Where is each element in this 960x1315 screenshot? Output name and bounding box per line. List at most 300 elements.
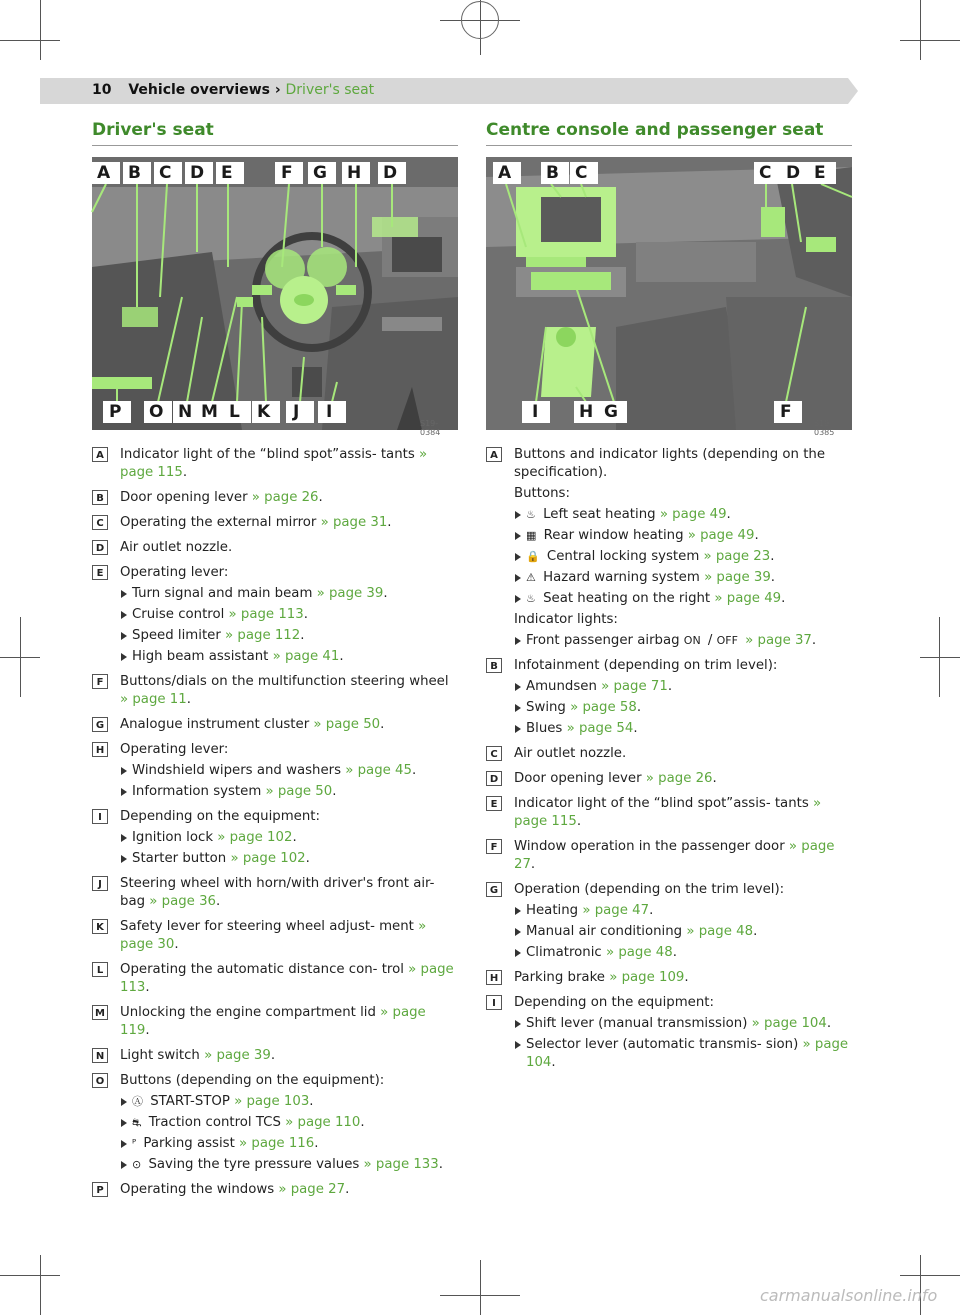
callout-G: G xyxy=(604,402,618,422)
legend-description xyxy=(120,514,458,532)
page-reference-link[interactable]: » page 26 xyxy=(251,490,319,505)
sub-item xyxy=(514,902,852,920)
symbol-icon: ON xyxy=(683,634,701,647)
sub-list xyxy=(120,585,458,666)
right-section-title: Centre console and passenger seat xyxy=(486,120,824,140)
sub-list xyxy=(514,632,852,650)
text: . xyxy=(300,628,305,643)
symbol-icon: 🔒 xyxy=(526,550,540,563)
legend-description xyxy=(514,994,852,1012)
page-reference-link[interactable]: » page 104 xyxy=(526,1037,849,1070)
text: Air outlet nozzle. xyxy=(514,746,627,761)
sub-item xyxy=(514,923,852,941)
page-reference-link[interactable]: » page 133 xyxy=(363,1157,439,1172)
sub-item xyxy=(514,1015,852,1033)
text: . xyxy=(712,771,717,786)
sub-item xyxy=(120,585,458,603)
legend-description xyxy=(120,808,458,826)
sub-item xyxy=(120,850,458,868)
page-reference-link[interactable]: » page 27 xyxy=(278,1182,346,1197)
sub-item xyxy=(514,678,852,696)
text: Central locking system xyxy=(542,549,704,564)
page-reference-link[interactable]: » page 41 xyxy=(272,649,340,664)
callout-D2: D xyxy=(383,163,397,183)
page-reference-link[interactable]: » page 112 xyxy=(225,628,301,643)
sub-item xyxy=(120,783,458,801)
callout-O: O xyxy=(149,402,163,422)
legend-key: M xyxy=(92,1005,108,1020)
legend-key: F xyxy=(92,674,108,689)
left-title-rule xyxy=(92,145,458,146)
text: Indicator light of the “blind spot”assis- tants xyxy=(120,447,419,462)
text: Infotainment (depending on trim level): xyxy=(514,658,778,673)
page-reference-link[interactable]: » page 39 xyxy=(316,586,384,601)
text: Door opening lever xyxy=(514,771,646,786)
symbol-icon: ⊙ xyxy=(132,1158,142,1171)
sub-item xyxy=(120,762,458,780)
page-reference-link[interactable]: » page 58 xyxy=(570,700,637,715)
text: High beam assistant xyxy=(132,649,273,664)
sub-list xyxy=(120,829,458,868)
text: . xyxy=(684,970,689,985)
sub-item xyxy=(514,1036,852,1072)
text: Door opening lever xyxy=(120,490,252,505)
callout-I: I xyxy=(532,402,538,422)
page-reference-link[interactable]: » page 116 xyxy=(239,1136,315,1151)
legend-key: J xyxy=(92,876,108,891)
legend-description xyxy=(120,875,458,911)
page-reference-link[interactable]: » page 23 xyxy=(703,549,771,564)
text: . xyxy=(383,586,388,601)
text: . xyxy=(380,717,385,732)
figure-code: S19-0384 xyxy=(420,419,441,437)
sub-item xyxy=(120,648,458,666)
sub-item xyxy=(514,590,852,608)
callout-M: M xyxy=(201,402,218,422)
page-reference-link[interactable]: » page 30 xyxy=(120,919,427,952)
legend-description xyxy=(120,489,458,507)
callout-D: D xyxy=(786,163,800,183)
page-reference-link[interactable]: » page 102 xyxy=(230,851,306,866)
legend-item-F xyxy=(486,838,852,874)
legend-item-E xyxy=(486,795,852,831)
legend-description xyxy=(514,770,852,788)
legend-description xyxy=(514,745,852,763)
legend-item-C xyxy=(486,745,852,763)
sub-list xyxy=(514,678,852,738)
text: Saving the tyre pressure values xyxy=(144,1157,364,1172)
legend-item-I xyxy=(486,994,852,1072)
legend-description xyxy=(120,673,458,709)
callout-E: E xyxy=(814,163,826,183)
text: . xyxy=(345,1182,350,1197)
page-reference-link[interactable]: » page 119 xyxy=(120,1005,426,1038)
text: . xyxy=(753,924,758,939)
legend-description xyxy=(120,539,458,557)
text: . xyxy=(726,507,731,522)
callout-B: B xyxy=(546,163,559,183)
callout-N: N xyxy=(178,402,192,422)
breadcrumb-section[interactable]: Vehicle overviews › xyxy=(128,82,281,98)
callout-C2: C xyxy=(759,163,771,183)
text: . xyxy=(770,570,776,585)
legend-item-B xyxy=(92,489,458,507)
text: Light switch xyxy=(120,1048,205,1063)
legend-description xyxy=(514,969,852,987)
text: Ignition lock xyxy=(132,830,218,845)
text: Starter button xyxy=(132,851,231,866)
legend-key: A xyxy=(92,447,108,462)
text: Front passenger airbag xyxy=(526,633,684,648)
legend-item-B xyxy=(486,657,852,738)
page-reference-link[interactable]: » page 115 xyxy=(120,447,428,480)
callout-H: H xyxy=(347,163,361,183)
text: Windshield wipers and washers xyxy=(132,763,346,778)
page-reference-link[interactable]: » page 113 xyxy=(228,607,304,622)
legend-key: G xyxy=(486,882,502,897)
legend-description xyxy=(514,657,852,675)
centre-console-figure xyxy=(486,157,852,437)
sub-item xyxy=(514,632,852,650)
text: . xyxy=(811,633,817,648)
text: Information system xyxy=(132,784,266,799)
text: . xyxy=(309,1094,314,1109)
legend-item-D xyxy=(92,539,458,557)
sub-item xyxy=(120,1093,458,1111)
text: Manual air conditioning xyxy=(526,924,687,939)
legend-key: D xyxy=(92,540,108,555)
text: Blues xyxy=(526,721,567,736)
legend-item-G xyxy=(92,716,458,734)
text: . xyxy=(314,1136,319,1151)
text: Depending on the equipment: xyxy=(514,995,714,1010)
callout-J: J xyxy=(293,402,299,422)
left-section-title: Driver's seat xyxy=(92,120,214,140)
text: Turn signal and main beam xyxy=(132,586,317,601)
text: . xyxy=(770,549,775,564)
page-reference-link[interactable]: » page 11 xyxy=(120,692,187,707)
text: START-STOP xyxy=(146,1094,235,1109)
callout-C: C xyxy=(575,163,587,183)
text: Buttons and indicator lights (depending on the specification). xyxy=(514,447,826,480)
legend-item-E xyxy=(92,564,458,666)
page-header xyxy=(92,82,374,98)
sub-item xyxy=(514,548,852,566)
text: . xyxy=(576,814,582,829)
text: Hazard warning system xyxy=(538,570,705,585)
text: Rear window heating xyxy=(539,528,688,543)
text: Amundsen xyxy=(526,679,602,694)
text: Selector lever (automatic transmis- sion) xyxy=(526,1037,803,1052)
text: Depending on the equipment: xyxy=(120,809,320,824)
legend-description xyxy=(120,1047,458,1065)
text: Parking brake xyxy=(514,970,610,985)
legend-item-G xyxy=(486,881,852,962)
text: Parking assist xyxy=(139,1136,240,1151)
legend-subheading: Indicator lights: xyxy=(514,612,618,627)
text: Unlocking the engine compartment lid xyxy=(120,1005,381,1020)
page-reference-link[interactable]: » page 71 xyxy=(601,679,668,694)
page-reference-link[interactable]: » page 45 xyxy=(345,763,412,778)
sub-item xyxy=(514,699,852,717)
text: . xyxy=(636,700,642,715)
figure-code: S19-0385 xyxy=(814,419,835,437)
sub-item xyxy=(514,569,852,587)
text: / xyxy=(703,633,717,648)
text: . xyxy=(672,945,677,960)
text: Operating the automatic distance con- trol xyxy=(120,962,409,977)
legend-key: F xyxy=(486,839,502,854)
text: . xyxy=(360,1115,365,1130)
text: . xyxy=(303,607,308,622)
right-legend xyxy=(486,446,852,1079)
page-reference-link[interactable]: » page 47 xyxy=(582,903,650,918)
symbol-icon: ᴾ xyxy=(132,1137,137,1150)
text: . xyxy=(292,830,297,845)
legend-key: B xyxy=(486,658,502,673)
legend-item-F xyxy=(92,673,458,709)
text: . xyxy=(215,894,221,909)
page-reference-link[interactable]: » page 39 xyxy=(704,570,771,585)
text: . xyxy=(551,1055,556,1070)
sub-list xyxy=(120,762,458,801)
legend-description xyxy=(120,1004,458,1040)
text: . xyxy=(318,490,323,505)
text: . xyxy=(174,937,179,952)
legend-item-H xyxy=(486,969,852,987)
legend-item-A xyxy=(486,446,852,650)
legend-item-A xyxy=(92,446,458,482)
legend-description xyxy=(120,564,458,582)
legend-key: O xyxy=(92,1073,108,1088)
legend-description xyxy=(120,961,458,997)
text: Left seat heating xyxy=(538,507,660,522)
breadcrumb-current: Driver's seat xyxy=(285,82,375,98)
legend-item-H xyxy=(92,741,458,801)
legend-key: D xyxy=(486,771,502,786)
legend-key: H xyxy=(486,970,502,985)
sub-list xyxy=(514,506,852,608)
callout-G: G xyxy=(313,163,327,183)
text: . xyxy=(826,1016,832,1031)
sub-list xyxy=(514,902,852,962)
legend-key: A xyxy=(486,447,502,462)
legend-key: G xyxy=(92,717,108,732)
text: Shift lever (manual transmission) xyxy=(526,1016,752,1031)
page-reference-link[interactable]: » page 48 xyxy=(686,924,754,939)
page-reference-link[interactable]: » page 49 xyxy=(714,591,782,606)
text: Climatronic xyxy=(526,945,606,960)
legend-key: L xyxy=(92,962,108,977)
text: . xyxy=(781,591,786,606)
page-reference-link[interactable]: » page 110 xyxy=(285,1115,361,1130)
symbol-icon: ♨ xyxy=(526,508,536,521)
callout-F: F xyxy=(780,402,792,422)
legend-description xyxy=(514,795,852,831)
text: . xyxy=(186,692,191,707)
page-reference-link[interactable]: » page 31 xyxy=(320,515,388,530)
text: . xyxy=(145,1023,150,1038)
page-reference-link[interactable]: » page 36 xyxy=(149,894,216,909)
sub-list xyxy=(514,1015,852,1072)
legend-key: I xyxy=(92,809,108,824)
page-reference-link[interactable]: » page 48 xyxy=(605,945,673,960)
legend-item-M xyxy=(92,1004,458,1040)
callout-E: E xyxy=(221,163,233,183)
page-number: 10 xyxy=(92,82,112,98)
legend-subheading: Buttons: xyxy=(514,486,570,501)
callout-I: I xyxy=(326,402,332,422)
callout-H: H xyxy=(579,402,593,422)
page-reference-link[interactable]: » page 26 xyxy=(645,771,713,786)
legend-key: I xyxy=(486,995,502,1010)
text: Analogue instrument cluster xyxy=(120,717,314,732)
text: Safety lever for steering wheel adjust- ment xyxy=(120,919,419,934)
legend-description xyxy=(120,918,458,954)
page-reference-link[interactable]: » page 37 xyxy=(745,633,812,648)
callout-K: K xyxy=(257,402,270,422)
legend-item-N xyxy=(92,1047,458,1065)
text: . xyxy=(339,649,344,664)
page-reference-link[interactable]: » page 49 xyxy=(659,507,727,522)
sub-item xyxy=(120,829,458,847)
header-band-tip xyxy=(848,78,858,104)
sub-item xyxy=(514,506,852,524)
legend-description xyxy=(514,881,852,899)
page-reference-link[interactable]: » page 50 xyxy=(313,717,381,732)
text: . xyxy=(182,465,188,480)
text: Air outlet nozzle. xyxy=(120,540,233,555)
text: Indicator light of the “blind spot”assis- tants xyxy=(514,796,813,811)
text: Heating xyxy=(526,903,583,918)
text: . xyxy=(332,784,337,799)
watermark: carmanualsonline.info xyxy=(760,1286,938,1305)
drivers-seat-illustration xyxy=(92,157,458,430)
right-title-rule xyxy=(486,145,852,146)
legend-key: P xyxy=(92,1182,108,1197)
text: Cruise control xyxy=(132,607,229,622)
text: Buttons/dials on the multifunction steering wheel xyxy=(120,674,449,689)
legend-item-O xyxy=(92,1072,458,1174)
left-legend xyxy=(92,446,458,1206)
text: Operating lever: xyxy=(120,742,229,757)
text: . xyxy=(633,721,638,736)
sub-item xyxy=(120,1135,458,1153)
legend-key: C xyxy=(92,515,108,530)
text: Steering wheel with horn/with driver's front air- bag xyxy=(120,876,435,909)
sub-item xyxy=(514,720,852,738)
text: Swing xyxy=(526,700,571,715)
text: Speed limiter xyxy=(132,628,226,643)
legend-item-I xyxy=(92,808,458,868)
page-reference-link[interactable]: » page 54 xyxy=(566,721,634,736)
symbol-icon: Ⓐ xyxy=(132,1095,143,1108)
callout-A: A xyxy=(97,163,110,183)
page-reference-link[interactable]: » page 113 xyxy=(120,962,454,995)
legend-item-C xyxy=(92,514,458,532)
page-reference-link[interactable]: » page 109 xyxy=(609,970,685,985)
callout-B: B xyxy=(128,163,141,183)
symbol-icon: ⚠ xyxy=(526,571,536,584)
page-reference-link[interactable]: » page 115 xyxy=(514,796,822,829)
drivers-seat-figure xyxy=(92,157,458,437)
text: Seat heating on the right xyxy=(538,591,715,606)
legend-item-P xyxy=(92,1181,458,1199)
text: Operating the windows xyxy=(120,1182,279,1197)
legend-description xyxy=(120,1072,458,1090)
callout-C: C xyxy=(159,163,171,183)
text: . xyxy=(754,528,759,543)
text: . xyxy=(411,763,417,778)
page-reference-link[interactable]: » page 39 xyxy=(204,1048,271,1063)
text: Operation (depending on the trim level): xyxy=(514,882,785,897)
legend-description xyxy=(120,716,458,734)
legend-description xyxy=(120,446,458,482)
legend-key: N xyxy=(92,1048,108,1063)
callout-P: P xyxy=(109,402,121,422)
page-reference-link[interactable]: » page 103 xyxy=(234,1094,310,1109)
text: . xyxy=(649,903,654,918)
text: . xyxy=(667,679,673,694)
legend-key: K xyxy=(92,919,108,934)
page-reference-link[interactable]: » page 104 xyxy=(751,1016,827,1031)
text: . xyxy=(270,1048,276,1063)
callout-F: F xyxy=(281,163,293,183)
centre-console-illustration xyxy=(486,157,852,430)
symbol-icon: ♨ xyxy=(526,592,536,605)
legend-item-K xyxy=(92,918,458,954)
legend-description xyxy=(514,446,852,482)
callout-A: A xyxy=(498,163,511,183)
symbol-icon: ⛐ xyxy=(132,1116,142,1129)
page-reference-link[interactable]: » page 50 xyxy=(265,784,333,799)
text: Buttons (depending on the equipment): xyxy=(120,1073,385,1088)
legend-item-J xyxy=(92,875,458,911)
page-reference-link[interactable]: » page 27 xyxy=(514,839,835,872)
text: Operating the external mirror xyxy=(120,515,321,530)
legend-key: E xyxy=(92,565,108,580)
text: . xyxy=(305,851,310,866)
sub-list xyxy=(120,1093,458,1174)
legend-key: H xyxy=(92,742,108,757)
legend-description xyxy=(120,741,458,759)
sub-item xyxy=(120,627,458,645)
text: Window operation in the passenger door xyxy=(514,839,789,854)
legend-key: E xyxy=(486,796,502,811)
legend-key: B xyxy=(92,490,108,505)
text: Traction control TCS xyxy=(144,1115,286,1130)
page-reference-link[interactable]: » page 102 xyxy=(217,830,293,845)
legend-description xyxy=(514,838,852,874)
legend-description xyxy=(120,1181,458,1199)
callout-D: D xyxy=(190,163,204,183)
sub-item xyxy=(514,944,852,962)
legend-key: C xyxy=(486,746,502,761)
page-reference-link[interactable]: » page 49 xyxy=(687,528,755,543)
sub-item xyxy=(120,1114,458,1132)
sub-item xyxy=(120,606,458,624)
text: . xyxy=(387,515,392,530)
legend-item-D xyxy=(486,770,852,788)
callout-L: L xyxy=(229,402,240,422)
symbol-icon: OFF xyxy=(716,634,738,647)
text: Operating lever: xyxy=(120,565,229,580)
sub-item xyxy=(120,1156,458,1174)
text: . xyxy=(145,980,150,995)
text: . xyxy=(530,857,536,872)
legend-item-L xyxy=(92,961,458,997)
sub-item xyxy=(514,527,852,545)
